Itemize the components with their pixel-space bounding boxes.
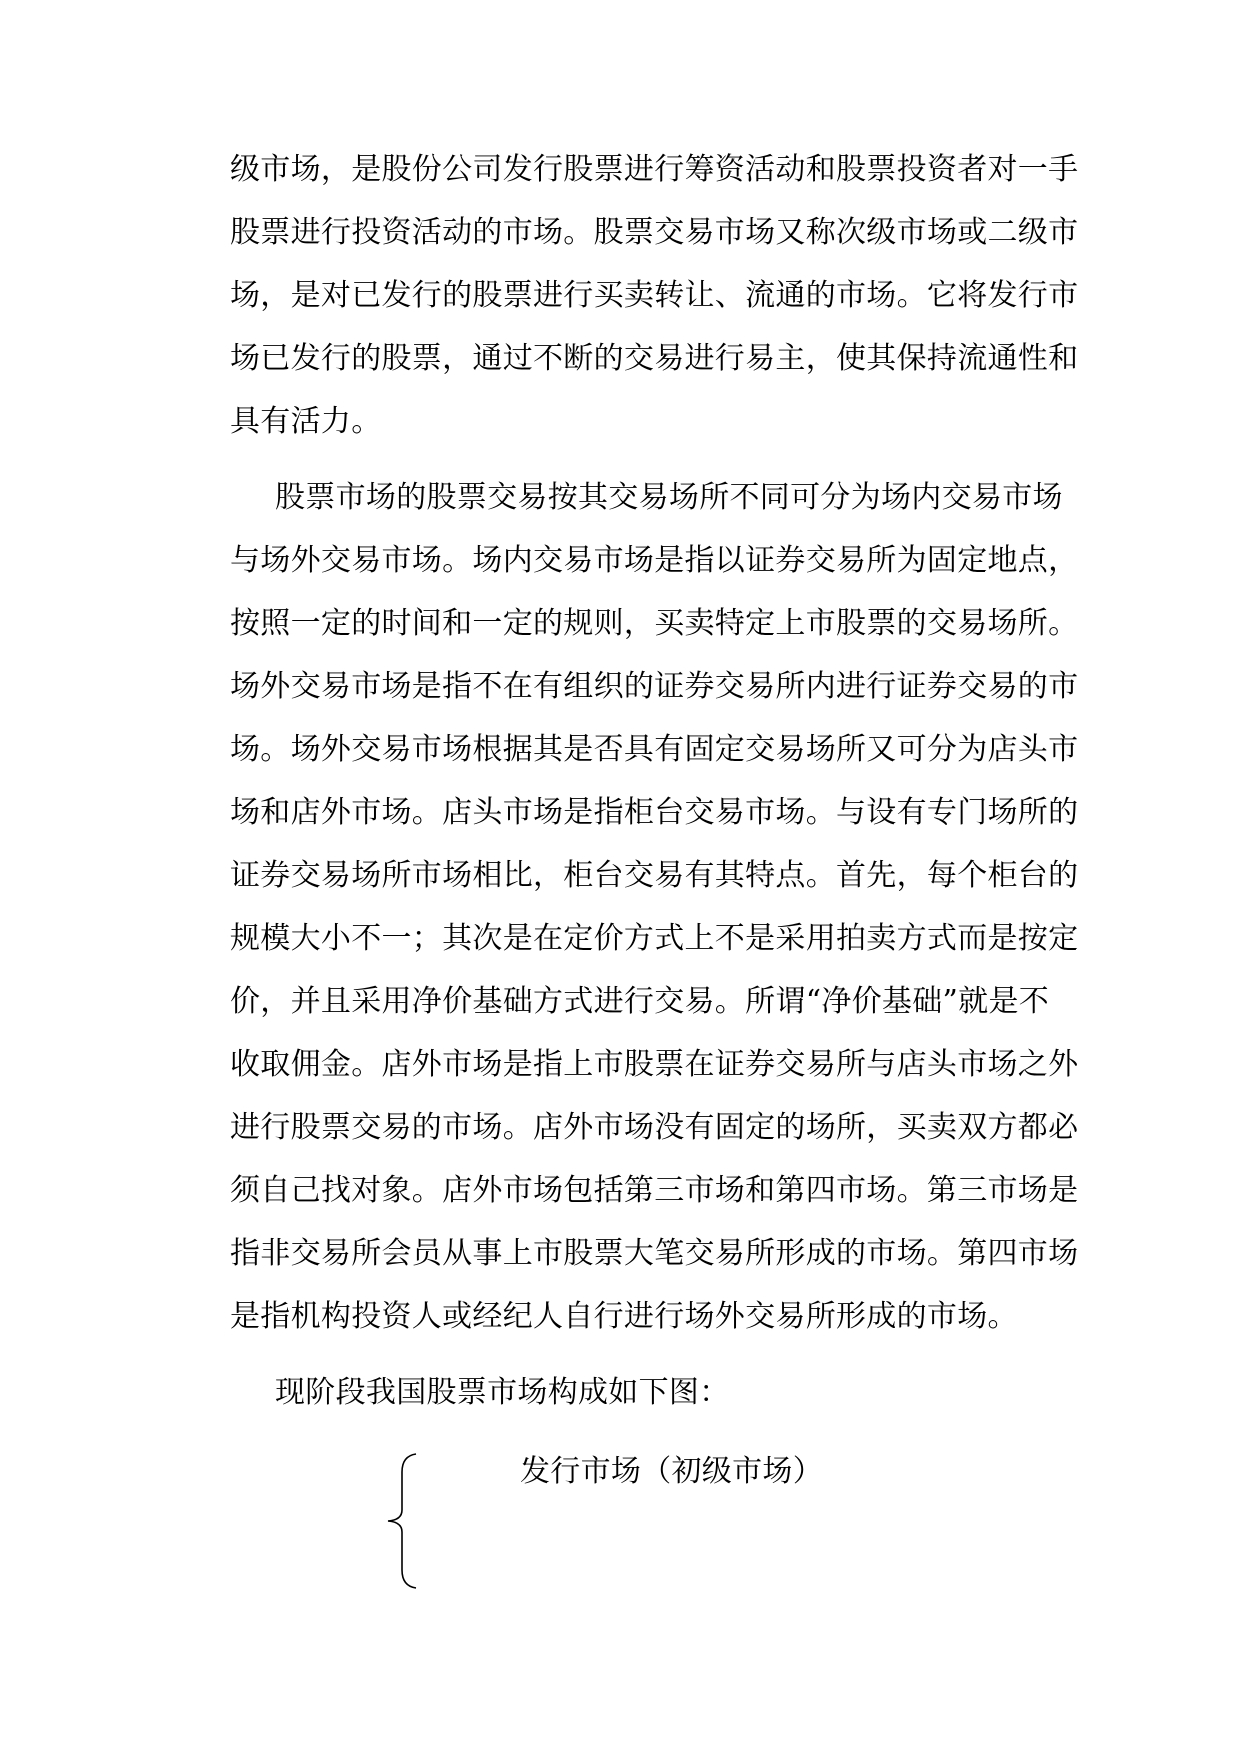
paragraph-2-line-8: 规模大小不一；其次是在定价方式上不是采用拍卖方式而是按定: [230, 921, 1079, 956]
paragraph-2-line-4: 场外交易市场是指不在有组织的证券交易所内进行证券交易的市: [230, 669, 1079, 704]
paragraph-2-line-6: 场和店外市场。店头市场是指柜台交易市场。与设有专门场所的: [230, 795, 1079, 830]
paragraph-1-line-5: 具有活力。: [230, 404, 382, 439]
paragraph-2-line-11: 进行股票交易的市场。店外市场没有固定的场所，买卖双方都必: [230, 1110, 1079, 1145]
paragraph-1-line-4: 场已发行的股票，通过不断的交易进行易主，使其保持流通性和: [230, 341, 1079, 376]
paragraph-2-line-12: 须自己找对象。店外市场包括第三市场和第四市场。第三市场是: [230, 1173, 1079, 1208]
paragraph-1-line-1: 级市场，是股份公司发行股票进行筹资活动和股票投资者对一手: [230, 152, 1079, 187]
paragraph-2-line-14: 是指机构投资人或经纪人自行进行场外交易所形成的市场。: [230, 1299, 1018, 1334]
paragraph-2-line-13: 指非交易所会员从事上市股票大笔交易所形成的市场。第四市场: [230, 1236, 1079, 1271]
paragraph-2-line-3: 按照一定的时间和一定的规则，买卖特定上市股票的交易场所。: [230, 606, 1079, 641]
diagram-label-primary-market: 发行市场（初级市场）: [520, 1454, 823, 1489]
paragraph-1-line-3: 场，是对已发行的股票进行买卖转让、流通的市场。它将发行市: [230, 278, 1079, 313]
paragraph-2-line-10: 收取佣金。店外市场是指上市股票在证券交易所与店头市场之外: [230, 1047, 1079, 1082]
paragraph-2-line-1: 股票市场的股票交易按其交易场所不同可分为场内交易市场: [275, 480, 1063, 515]
paragraph-1-line-2: 股票进行投资活动的市场。股票交易市场又称次级市场或二级市: [230, 215, 1079, 250]
paragraph-2-line-9: 价，并且采用净价基础方式进行交易。所谓“净价基础”就是不: [230, 984, 1050, 1019]
paragraph-2-line-5: 场。场外交易市场根据其是否具有固定交易场所又可分为店头市: [230, 732, 1079, 767]
paragraph-3-line-1: 现阶段我国股票市场构成如下图：: [275, 1375, 730, 1410]
paragraph-2-line-2: 与场外交易市场。场内交易市场是指以证券交易所为固定地点，: [230, 543, 1079, 578]
curly-brace: [380, 1452, 420, 1590]
paragraph-2-line-7: 证券交易场所市场相比，柜台交易有其特点。首先，每个柜台的: [230, 858, 1079, 893]
